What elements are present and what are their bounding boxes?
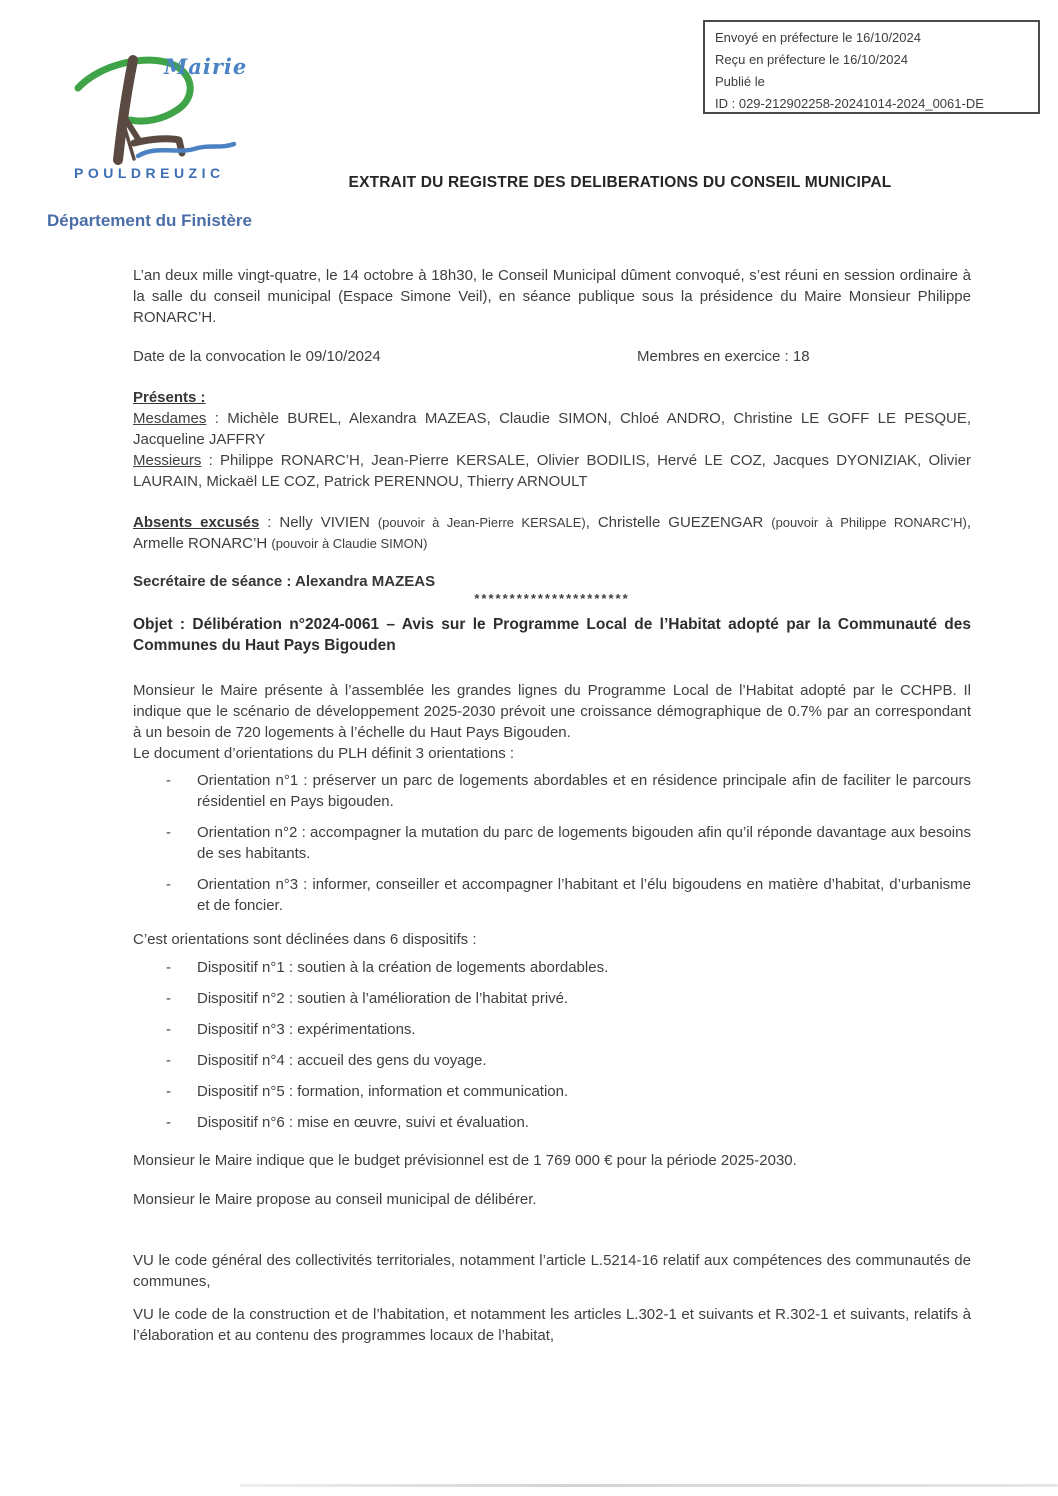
commune-logo — [72, 52, 258, 194]
bullet-dash: - — [166, 824, 171, 841]
dispositif-text: Dispositif n°4 : accueil des gens du voyage. — [197, 1052, 487, 1069]
convocation-date: Date de la convocation le 09/10/2024 — [133, 348, 381, 365]
orientations-list — [133, 770, 971, 916]
vu-paragraph-1: VU le code général des collectivités territoriales, notamment l’article L.5214-16 relatif aux compétences des communautés de communes, — [133, 1252, 971, 1290]
logo-mairie-label: Mairie — [164, 54, 248, 79]
absents-pouvoir: (pouvoir à Jean-Pierre KERSALE) — [377, 515, 586, 530]
stamp-line-received: Reçu en préfecture le 16/10/2024 — [715, 52, 908, 67]
presents-heading: Présents : — [133, 389, 206, 406]
logo-commune-name: POULDREUZIC — [74, 165, 225, 181]
absents-text: , Armelle RONARC’H — [133, 514, 971, 552]
department-label: Département du Finistère — [47, 211, 252, 230]
absents-line — [133, 512, 971, 554]
dispositif-text: Dispositif n°3 : expérimentations. — [197, 1021, 416, 1038]
logo-blue-wave — [138, 144, 234, 156]
objet-heading: Objet : Délibération n°2024-0061 – Avis sur le Programme Local de l’Habitat adopté par la Communauté des Communes du Haut Pays Bigouden — [133, 616, 971, 654]
session-intro: L’an deux mille vingt-quatre, le 14 octobre à 18h30, le Conseil Municipal dûment convoqué, s’est réuni en session ordinaire à la salle du conseil municipal (Espace Simone Veil), en séance publique sous la présidence du Maire Monsieur Philippe RONARC’H. — [133, 267, 971, 326]
orientation-item — [133, 874, 971, 916]
absents-label: Absents excusés — [133, 514, 260, 531]
members-in-office: Membres en exercice : 18 — [637, 348, 810, 365]
bullet-dash: - — [166, 1083, 171, 1100]
orientation-item — [133, 822, 971, 864]
bullet-dash: - — [166, 959, 171, 976]
orientation-item — [133, 770, 971, 812]
bullet-dash: - — [166, 1052, 171, 1069]
orientation-text: Orientation n°1 : préserver un parc de logements abordables et en résidence principale afin de faciliter le parcours résidentiel en Pays bigouden. — [197, 772, 971, 810]
document-title: EXTRAIT DU REGISTRE DES DELIBERATIONS DU CONSEIL MUNICIPAL — [348, 174, 892, 191]
mesdames-names: : Michèle BUREL, Alexandra MAZEAS, Claudie SIMON, Chloé ANDRO, Christine LE GOFF LE PESQUE, Jacqueline JAFFRY — [133, 410, 971, 448]
prefecture-stamp-box — [703, 20, 1040, 114]
absents-pouvoir: (pouvoir à Claudie SIMON) — [271, 536, 428, 551]
absents-text: , Christelle GUEZENGAR — [585, 514, 772, 531]
stamp-line-sent: Envoyé en préfecture le 16/10/2024 — [715, 30, 921, 45]
convocation-row — [133, 346, 971, 367]
dispositif-text: Dispositif n°5 : formation, information et communication. — [197, 1083, 569, 1100]
dispositif-item — [133, 1019, 971, 1040]
propose-paragraph: Monsieur le Maire propose au conseil municipal de délibérer. — [133, 1191, 537, 1208]
orientation-text: Orientation n°2 : accompagner la mutation du parc de logements bigouden afin qu’il réponde davantage aux besoins de ses habitants. — [197, 824, 971, 862]
presentation-paragraph: Monsieur le Maire présente à l’assemblée les grandes lignes du Programme Local de l’Habitat adopté par le CCHPB. Il indique que le scénario de développement 2025-2030 prévoit une croissance démographique de 0.7% par an correspondant à un besoin de 720 logements à l’échelle du Haut Pays Bigouden. — [133, 682, 971, 741]
dispositif-item — [133, 957, 971, 978]
dispositifs-list — [133, 957, 971, 1133]
orientation-text: Orientation n°3 : informer, conseiller et accompagner l’habitant et l’élu bigoudens en matière d’habitat, d’urbanisme et de foncier. — [197, 876, 971, 914]
bullet-dash: - — [166, 772, 171, 789]
stamp-line-published: Publié le — [715, 74, 765, 89]
dispositif-item — [133, 988, 971, 1009]
stamp-line-id: ID : 029-212902258-20241014-2024_0061-DE — [715, 96, 984, 111]
dispositif-item — [133, 1081, 971, 1102]
dispositif-text: Dispositif n°6 : mise en œuvre, suivi et évaluation. — [197, 1114, 529, 1131]
bullet-dash: - — [166, 1021, 171, 1038]
document-body — [133, 265, 971, 1364]
mesdames-line — [133, 408, 971, 450]
bullet-dash: - — [166, 1114, 171, 1131]
plh-orientations-line: Le document d’orientations du PLH définit 3 orientations : — [133, 745, 515, 762]
dispositifs-intro: C’est orientations sont déclinées dans 6 dispositifs : — [133, 931, 477, 948]
dispositif-item — [133, 1112, 971, 1133]
secretary-line: Secrétaire de séance : Alexandra MAZEAS — [133, 573, 436, 590]
vu-paragraph-2: VU le code de la construction et de l’habitation, et notamment les articles L.302-1 et suivants et R.302-1 et suivants, relatifs à l’élaboration et au contenu des programmes locaux de l’habitat, — [133, 1306, 971, 1344]
dispositif-item — [133, 1050, 971, 1071]
scan-artifact-line — [240, 1484, 1058, 1487]
separator-stars: ********************** — [474, 591, 630, 606]
messieurs-line — [133, 450, 971, 492]
absents-pouvoir: (pouvoir à Philippe RONARC’H) — [771, 515, 967, 530]
messieurs-names: : Philippe RONARC’H, Jean-Pierre KERSALE, Olivier BODILIS, Hervé LE COZ, Jacques DYONIZIAK, Olivier LAURAIN, Mickaël LE COZ, Patrick PERENNOU, Thierry ARNOULT — [133, 452, 971, 490]
bullet-dash: - — [166, 990, 171, 1007]
messieurs-label: Messieurs — [133, 452, 202, 469]
bullet-dash: - — [166, 876, 171, 893]
dispositif-text: Dispositif n°1 : soutien à la création de logements abordables. — [197, 959, 609, 976]
mesdames-label: Mesdames — [133, 410, 207, 427]
budget-paragraph: Monsieur le Maire indique que le budget prévisionnel est de 1 769 000 € pour la période 2025-2030. — [133, 1152, 797, 1169]
absents-text: : Nelly VIVIEN — [259, 514, 378, 531]
dispositif-text: Dispositif n°2 : soutien à l’amélioration de l’habitat privé. — [197, 990, 569, 1007]
